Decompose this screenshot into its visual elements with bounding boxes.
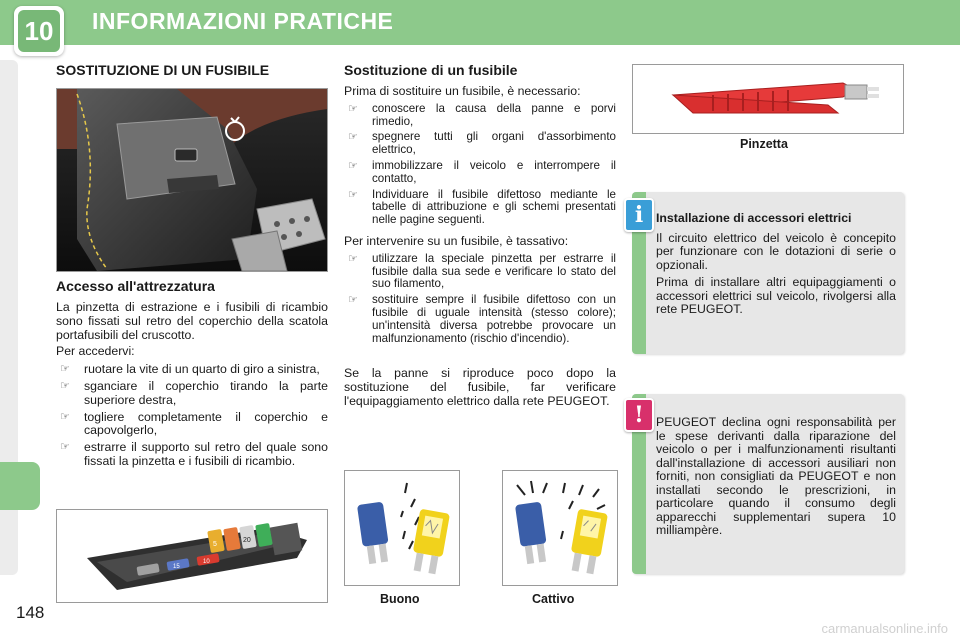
list-item: ☞ immobilizzare il veicolo e interrompere il contatto, bbox=[348, 158, 616, 185]
dashboard-photo bbox=[56, 88, 328, 272]
side-tab-active bbox=[0, 462, 40, 510]
fuse-holder-photo bbox=[56, 509, 328, 603]
access-intro: La pinzetta di estrazione e i fusibili di ricambio sono fissati sul retro del coperchio della scatola portafusibili del cruscotto. bbox=[56, 300, 328, 342]
list-item: ☞ estrarre il supporto sul retro del quale sono fissati la pinzetta e i fusibili di ricambio. bbox=[60, 440, 328, 468]
required-lead: Per intervenire su un fusibile, è tassativo: bbox=[344, 233, 569, 248]
middle-column bbox=[344, 62, 616, 409]
chapter-number: 10 bbox=[18, 10, 60, 52]
caption-good: Buono bbox=[380, 592, 420, 606]
fuse-label: 10 bbox=[203, 559, 210, 565]
page-title: INFORMAZIONI PRATICHE bbox=[92, 8, 394, 34]
fuse-label: 20 bbox=[243, 537, 251, 544]
pointer-icon: ☞ bbox=[348, 252, 358, 265]
watermark: carmanualsonline.info bbox=[821, 621, 948, 636]
info-icon: i bbox=[624, 198, 654, 232]
access-lead: Per accedervi: bbox=[56, 344, 135, 359]
fuse-label: 5 bbox=[213, 541, 217, 548]
pointer-icon: ☞ bbox=[348, 131, 358, 144]
pointer-icon: ☞ bbox=[348, 159, 358, 172]
pliers-illustration bbox=[633, 65, 903, 133]
list-item: ☞ sganciare il coperchio tirando la parte superiore destra, bbox=[60, 378, 328, 407]
info-box-title: Installazione di accessori elettrici bbox=[656, 211, 852, 225]
access-section bbox=[56, 278, 328, 472]
good-fuse-illustration bbox=[345, 471, 459, 585]
left-column bbox=[56, 62, 328, 78]
list-item: ☞ conoscere la causa della panne e porvi rimedio, bbox=[348, 101, 616, 128]
dashboard-illustration bbox=[57, 89, 327, 271]
warning-box-content bbox=[656, 416, 896, 542]
warning-box bbox=[632, 394, 904, 574]
chapter-badge bbox=[14, 6, 64, 56]
pointer-icon: ☞ bbox=[60, 410, 70, 423]
caption-pliers: Pinzetta bbox=[740, 137, 788, 151]
warning-text: PEUGEOT declina ogni responsabilità per le spese derivanti dalla riparazione del veicolo o per i malfunzionamenti risultanti dall'installazione di accessori ausiliari non forniti, non consigliati da PEUGEOT e non installati secondo le prescrizioni, in particolare quando il consumo degli apparecchi supplementari supera 10 milliampère. bbox=[656, 415, 896, 537]
pointer-icon: ☞ bbox=[60, 363, 70, 376]
list-item: ☞ ruotare la vite di un quarto di giro a sinistra, bbox=[60, 362, 320, 377]
pointer-icon: ☞ bbox=[348, 188, 358, 201]
pointer-icon: ☞ bbox=[348, 102, 358, 115]
fuse-holder-illustration bbox=[57, 510, 327, 602]
info-box-paragraph: Prima di installare altri equipaggiamenti o accessori elettrici sul veicolo, rivolgersi alla rete PEUGEOT. bbox=[656, 275, 896, 316]
list-item: ☞ sostituire sempre il fusibile difettoso con un fusibile di uguale intensità (stesso colore); un'intensità diversa potrebbe provocare un malfunzionamento (rischio d'incendio). bbox=[348, 293, 616, 345]
bad-fuse-illustration bbox=[503, 471, 617, 585]
pointer-icon: ☞ bbox=[60, 379, 70, 392]
access-title: Accesso all'attrezzatura bbox=[56, 278, 215, 294]
info-box-paragraph: Il circuito elettrico del veicolo è concepito per funzionare con le dotazioni di serie o opzionali. bbox=[656, 230, 896, 272]
pliers-photo bbox=[632, 64, 904, 134]
replace-intro: Prima di sostituire un fusibile, è necessario: bbox=[344, 84, 581, 98]
pointer-icon: ☞ bbox=[348, 294, 358, 307]
caption-bad: Cattivo bbox=[532, 592, 575, 606]
list-item: ☞ togliere completamente il coperchio e capovolgerlo, bbox=[60, 409, 328, 438]
fuse-label: 15 bbox=[173, 564, 180, 570]
info-box-content bbox=[656, 212, 896, 321]
warning-icon: ! bbox=[624, 398, 654, 432]
list-item: ☞ Individuare il fusibile difettoso mediante le tabelle di attribuzione e gli schemi presentati nelle pagine seguenti. bbox=[348, 187, 616, 227]
good-fuse-photo bbox=[344, 470, 460, 586]
bad-fuse-photo bbox=[502, 470, 618, 586]
page-number: 148 bbox=[16, 603, 45, 622]
list-item: ☞ utilizzare la speciale pinzetta per estrarre il fusibile dalla sua sede e verificare lo stato del suo filamento, bbox=[348, 251, 616, 291]
before-steps bbox=[344, 103, 616, 227]
info-box bbox=[632, 192, 904, 354]
section-title: SOSTITUZIONE DI UN FUSIBILE bbox=[56, 62, 270, 78]
replace-title: Sostituzione di un fusibile bbox=[344, 62, 518, 78]
pointer-icon: ☞ bbox=[60, 441, 70, 454]
access-steps bbox=[56, 363, 328, 469]
required-steps bbox=[344, 253, 616, 346]
list-item: ☞ spegnere tutti gli organi d'assorbimento elettrico, bbox=[348, 130, 616, 157]
closing-text: Se la panne si riproduce poco dopo la sostituzione del fusibile, far verificare l'equipaggiamento elettrico dalla rete PEUGEOT. bbox=[344, 366, 616, 408]
